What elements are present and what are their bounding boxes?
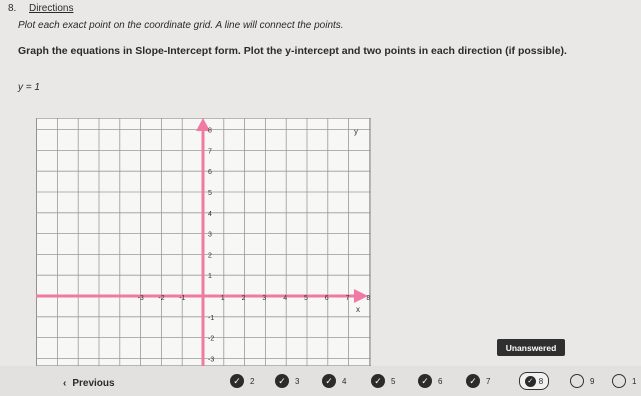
question-nav-7[interactable] [466,374,490,388]
circle-icon [570,374,584,388]
circle-icon [612,374,626,388]
status-badge: Unanswered [497,339,565,356]
y-tick-label: 7 [208,148,212,156]
x-tick-label: 2 [241,295,246,302]
x-tick-label: -2 [158,295,165,302]
y-tick-label: 6 [208,169,212,177]
chevron-left-icon: ‹ [63,378,67,389]
question-nav-label: 3 [295,376,300,386]
question-prompt: Graph the equations in Slope-Intercept form. Plot the y-intercept and two points in each direction (if possible). [18,45,567,57]
edit-icon: ✓ [525,376,536,387]
x-tick-label: -3 [137,295,144,302]
y-tick-label: -1 [208,314,215,322]
x-tick-label: 4 [283,295,288,302]
check-icon: ✓ [230,374,244,388]
y-axis-label: y [354,127,358,136]
question-nav-label: 5 [391,376,396,386]
previous-button[interactable] [63,378,115,389]
check-icon: ✓ [418,374,432,388]
question-number: 8. [8,3,17,14]
x-axis-label: x [356,305,360,314]
question-nav-label: 1 [632,376,637,386]
check-icon: ✓ [466,374,480,388]
y-tick-label: 4 [208,210,212,218]
x-tick-label: 7 [345,295,350,302]
check-icon: ✓ [322,374,336,388]
question-nav-5[interactable] [371,374,395,388]
x-tick-label: 6 [324,295,329,302]
x-tick-label: 3 [262,295,267,302]
y-tick-label: -3 [208,356,215,364]
question-nav-8-current[interactable] [519,372,549,390]
equation: y = 1 [18,82,40,93]
directions-link[interactable]: Directions [29,3,74,14]
question-nav-6[interactable] [418,374,442,388]
question-nav-4[interactable] [322,374,346,388]
question-nav-label: 9 [590,376,595,386]
y-tick-label: 5 [208,190,212,197]
question-nav-1[interactable] [612,374,636,388]
check-icon: ✓ [275,374,289,388]
y-tick-label: 2 [208,252,212,260]
question-nav-label: 7 [486,376,491,386]
question-nav-label: 4 [342,376,347,386]
question-nav-label: 2 [250,376,255,386]
question-nav-label: 8 [538,376,544,386]
question-nav-3[interactable] [275,374,299,388]
x-tick-label: 8 [366,295,371,302]
previous-label: Previous [72,378,115,389]
x-tick-label: 5 [304,295,308,302]
y-tick-label: -2 [208,335,215,343]
y-tick-label: 8 [208,127,212,135]
instruction-text: Plot each exact point on the coordinate grid. A line will connect the points. [18,20,344,31]
x-tick-label: -1 [179,295,186,302]
y-tick-label: 1 [208,273,212,281]
question-nav-2[interactable] [230,374,254,388]
check-icon: ✓ [371,374,385,388]
y-tick-label: 3 [208,231,212,239]
question-nav-9[interactable] [570,374,594,388]
x-tick-label: 1 [220,295,225,302]
question-nav-label: 6 [438,376,443,386]
coordinate-grid[interactable] [36,118,371,366]
